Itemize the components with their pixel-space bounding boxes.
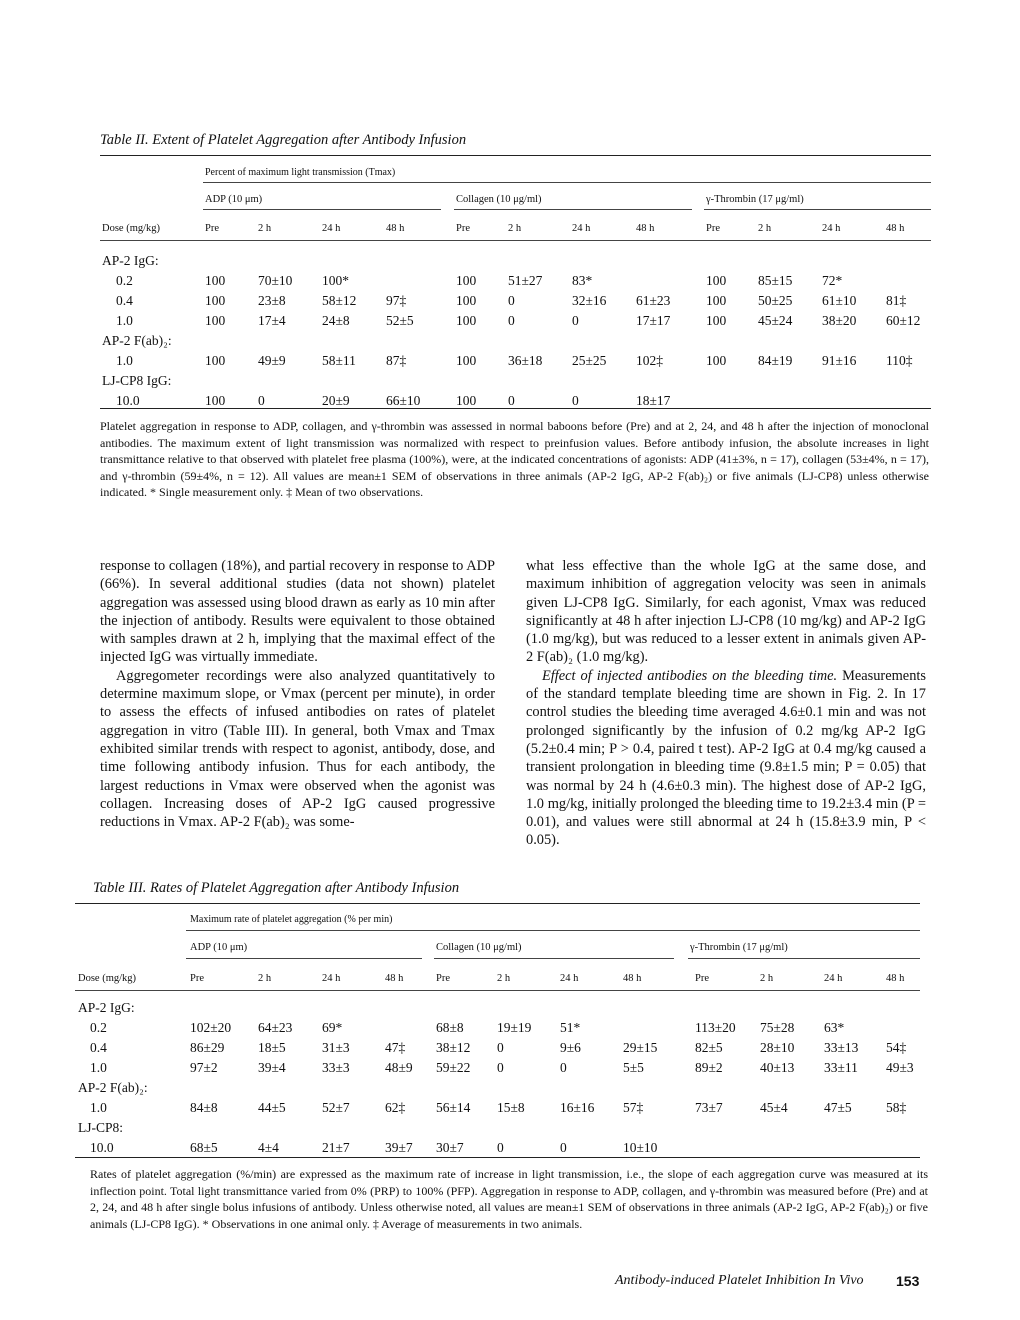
running-title: Antibody-induced Platelet Inhibition In Vivo — [615, 1273, 864, 1288]
table2-time-header: Pre — [706, 223, 720, 234]
table2-time-header: 24 h — [572, 223, 591, 234]
table2-cell: 100 — [205, 353, 226, 368]
table2-time-header: 24 h — [822, 223, 841, 234]
table2-cell: 100 — [706, 273, 727, 288]
table2-cell: 51±27 — [508, 273, 543, 288]
table2-agonist-collagen: Collagen (10 μg/ml) — [456, 194, 542, 205]
table3-cell: 10±10 — [623, 1140, 658, 1155]
table3-cell: 86±29 — [190, 1040, 225, 1055]
table3-header-rule — [75, 990, 920, 991]
table2-cell: 72* — [822, 273, 843, 288]
table2-adp-rule — [203, 209, 441, 210]
table2-cell: 0 — [258, 393, 265, 408]
table2-cell: 100 — [205, 273, 226, 288]
table3-cell: 49±3 — [886, 1060, 914, 1075]
table3-time-header: 24 h — [824, 973, 843, 984]
table2-cell: 84±19 — [758, 353, 793, 368]
table2-agonist-thrombin: γ-Thrombin (17 μg/ml) — [706, 194, 804, 205]
table3-group-label: LJ-CP8: — [78, 1120, 124, 1135]
table3-cell: 4±4 — [258, 1140, 279, 1155]
table3-cell: 113±20 — [695, 1020, 736, 1035]
table3-cell: 84±8 — [190, 1100, 218, 1115]
table3-cell: 44±5 — [258, 1100, 286, 1115]
table2-cell: 24±8 — [322, 313, 350, 328]
table2-time-header: Pre — [205, 223, 219, 234]
table3-cell: 68±8 — [436, 1020, 464, 1035]
table2-dose-label: 1.0 — [116, 353, 133, 368]
table2-cell: 45±24 — [758, 313, 793, 328]
table3-dose-label: Dose (mg/kg) — [78, 973, 137, 984]
table3-cell: 63* — [824, 1020, 845, 1035]
table2-cell: 36±18 — [508, 353, 543, 368]
table3-dose-label: 1.0 — [90, 1060, 107, 1075]
table3-dose-label: 10.0 — [90, 1140, 114, 1155]
table2-cell: 23±8 — [258, 293, 286, 308]
body-right-p2-text: Measurements of the standard template bleeding time are shown in Fig. 2. In 17 control studies the bleeding time averaged 4.6±0.1 min and was not prolonged significantly by the infusion of 0.2 mg/kg AP-2 IgG (5.2±0.4 min; P > 0.4, paired t test). AP-2 IgG at 0.4 mg/kg caused a transient prolongation in bleeding time (9.8±1.5 min; P = 0.05) that was normal by 24 h (4.6±0.3 min). The highest dose of AP-2 IgG, 1.0 mg/kg, initially prolonged the bleeding time to 19.2±3.4 min (P = 0.01), and values were still abnormal at 24 h (15.8±3.9 min, P < 0.05). — [526, 667, 926, 849]
table3-time-header: 24 h — [322, 973, 341, 984]
table2-cell: 17±17 — [636, 313, 671, 328]
table2-dose-label: 1.0 — [116, 313, 133, 328]
table3-cell: 89±2 — [695, 1060, 723, 1075]
table2-cell: 20±9 — [322, 393, 350, 408]
table2-cell: 81‡ — [886, 293, 907, 308]
table3-cell: 33±13 — [824, 1040, 859, 1055]
table2-time-header: 48 h — [886, 223, 905, 234]
table2-group-label: AP-2 IgG: — [102, 253, 159, 268]
table2-cell: 100 — [456, 293, 477, 308]
table3-cell: 102±20 — [190, 1020, 232, 1035]
table3-footnote: Rates of platelet aggregation (%/min) are expressed as the maximum rate of increase in light transmission, i.e., the slope of each aggregation curve was measured at its inflection point. Total light transmittance varied from 0% (PRP) to 100% (PFP). Aggregation in response to ADP, collagen, and γ-thrombin was measured before (Pre) and at 2, 24, and 48 h after single bolus infusions of antibody. Unless otherwise noted, all values are mean±1 SEM of observations in three animals (AP-2 IgG, AP-2 F(ab)₂) or five animals (LJ-CP8 IgG). * Observations in one animal only. ‡ Average of measurements in two animals. — [90, 1167, 928, 1231]
table3-group-label: AP-2 F(ab)₂: — [78, 1080, 148, 1095]
table2-cell: 102‡ — [636, 353, 663, 368]
table3-cell: 0 — [560, 1060, 567, 1075]
table2-cell: 70±10 — [258, 273, 293, 288]
table3-dose-label: 0.4 — [90, 1040, 107, 1055]
table2-cell: 100 — [456, 353, 477, 368]
table2-cell: 91±16 — [822, 353, 857, 368]
table3-cell: 82±5 — [695, 1040, 723, 1055]
table2-thrombin-rule — [704, 209, 931, 210]
table3-time-header: Pre — [190, 973, 204, 984]
table3-cell: 40±13 — [760, 1060, 795, 1075]
table2-footnote: Platelet aggregation in response to ADP, collagen, and γ-thrombin was assessed in normal baboons before (Pre) and at 2, 24, and 48 h after the injection of monoclonal antibodies. The maximum extent of light transmission was normalized with respect to preinfusion values. Before antibody infusion, the absolute increases in light transmittance relative to that observed with platelet free plasma (100%), were, at the indicated concentrations of agonists: ADP (41±3%, n = 17), collagen (53±4%, n = 17), and γ-thrombin (59±4%, n = 12). All values are mean±1 SEM of observations in three animals (AP-2 IgG, AP-2 F(ab)₂) or five animals (LJ-CP8) unless otherwise indicated. * Single measurement only. ‡ Mean of two observations. — [100, 419, 929, 500]
table2-cell: 97‡ — [386, 293, 407, 308]
table2-collagen-rule — [454, 209, 692, 210]
body-right-p2-title: Effect of injected antibodies on the bleeding time. — [542, 667, 838, 684]
table2-cell: 32±16 — [572, 293, 607, 308]
table3-cell: 54‡ — [886, 1040, 907, 1055]
table3-time-header: 48 h — [385, 973, 404, 984]
table3-cell: 33±3 — [322, 1060, 350, 1075]
table3-group-header: Maximum rate of platelet aggregation (% per min) — [190, 914, 393, 925]
page-number: 153 — [896, 1273, 920, 1289]
table3-cell: 0 — [497, 1140, 504, 1155]
table2-time-header: 48 h — [386, 223, 405, 234]
table3-cell: 30±7 — [436, 1140, 464, 1155]
table3-time-header: 24 h — [560, 973, 579, 984]
table2-top-rule — [100, 155, 931, 156]
table3-cell: 33±11 — [824, 1060, 858, 1075]
table3-group-rule — [186, 930, 920, 931]
table2-cell: 0 — [508, 313, 515, 328]
table2-agonist-adp: ADP (10 μm) — [205, 194, 263, 205]
table2-cell: 0 — [508, 393, 515, 408]
table2-cell: 100 — [706, 313, 727, 328]
table3-cell: 0 — [560, 1140, 567, 1155]
table3-cell: 56±14 — [436, 1100, 471, 1115]
body-right-p2 — [526, 667, 926, 850]
table3-cell: 39±7 — [385, 1140, 413, 1155]
table2-cell: 100 — [456, 313, 477, 328]
table3-thrombin-rule — [688, 958, 920, 959]
body-left-column — [100, 557, 495, 831]
table3-cell: 58‡ — [886, 1100, 907, 1115]
table3-cell: 16±16 — [560, 1100, 595, 1115]
table2-cell: 52±5 — [386, 313, 414, 328]
table3-time-header: Pre — [695, 973, 709, 984]
table3-time-header: 2 h — [497, 973, 511, 984]
table2-caption: Table II. Extent of Platelet Aggregation after Antibody Infusion — [100, 132, 467, 148]
table2-cell: 0 — [572, 313, 579, 328]
table3-bottom-rule — [75, 1157, 920, 1158]
table3-collagen-rule — [434, 958, 674, 959]
table3-cell: 52±7 — [322, 1100, 350, 1115]
table2-dose-label: Dose (mg/kg) — [102, 223, 161, 234]
table3-cell: 18±5 — [258, 1040, 286, 1055]
table2-cell: 0 — [508, 293, 515, 308]
table2-header-rule — [100, 240, 931, 241]
table2-cell: 18±17 — [636, 393, 671, 408]
table2-cell: 66±10 — [386, 393, 421, 408]
table2-cell: 100 — [205, 393, 226, 408]
table3-cell: 97±2 — [190, 1060, 218, 1075]
table3-cell: 45±4 — [760, 1100, 788, 1115]
table2-cell: 49±9 — [258, 353, 286, 368]
table3-dose-label: 0.2 — [90, 1020, 107, 1035]
table3-time-header: 48 h — [886, 973, 905, 984]
table2-cell: 100 — [205, 313, 226, 328]
table2-cell: 50±25 — [758, 293, 793, 308]
table2-group-label: LJ-CP8 IgG: — [102, 373, 172, 388]
table2-group-rule — [203, 182, 931, 183]
table2-cell: 100* — [322, 273, 349, 288]
table3-top-rule — [75, 903, 920, 904]
table3-time-header: 2 h — [258, 973, 272, 984]
table2-cell: 85±15 — [758, 273, 793, 288]
table2-cell: 17±4 — [258, 313, 286, 328]
table2-time-header: Pre — [456, 223, 470, 234]
table3-agonist-adp: ADP (10 μm) — [190, 942, 248, 953]
table3-time-header: 2 h — [760, 973, 774, 984]
table2-cell: 25±25 — [572, 353, 607, 368]
table2-dose-label: 0.2 — [116, 273, 133, 288]
table2-group-header: Percent of maximum light transmission (Tmax) — [205, 167, 396, 178]
table2-cell: 100 — [205, 293, 226, 308]
table2-time-header: 2 h — [758, 223, 772, 234]
table3-caption: Table III. Rates of Platelet Aggregation after Antibody Infusion — [93, 880, 460, 896]
table3-group-label: AP-2 IgG: — [78, 1000, 135, 1015]
table3-cell: 5±5 — [623, 1060, 644, 1075]
table3-cell: 21±7 — [322, 1140, 350, 1155]
table2-time-header: 2 h — [258, 223, 272, 234]
body-left-p1: response to collagen (18%), and partial recovery in response to ADP (66%). In several additional studies (data not shown) platelet aggregation was assessed using blood drawn as early as 10 min after the injection of antibody. Results were equivalent to those obtained with samples drawn at 2 h, implying that the maximal effect of the injected IgG was virtually immediate. — [100, 558, 495, 666]
body-left-p2: Aggregometer recordings were also analyzed quantitatively to determine maximum slope, or Vmax (percent per minute), in order to assess the effects of infused antibodies on rates of platelet aggregation in vitro (Table III). In general, both Vmax and Tmax exhibited similar trends with respect to agonist, antibody, dose, and time following antibody infusion. Thus for each antibody, the largest reductions in Vmax were observed when the agonist was collagen. Increasing doses of AP-2 IgG caused progressive reductions in Vmax. AP-2 F(ab)₂ was some- — [100, 667, 495, 831]
table3-cell: 15±8 — [497, 1100, 525, 1115]
table2-cell: 61±23 — [636, 293, 671, 308]
table2-bottom-rule — [100, 408, 931, 409]
table3-cell: 62‡ — [385, 1100, 406, 1115]
table2-cell: 61±10 — [822, 293, 857, 308]
table3-cell: 29±15 — [623, 1040, 658, 1055]
table2-cell: 0 — [572, 393, 579, 408]
table2-time-header: 2 h — [508, 223, 522, 234]
table3-cell: 31±3 — [322, 1040, 350, 1055]
table3-cell: 75±28 — [760, 1020, 795, 1035]
table2-cell: 58±11 — [322, 353, 356, 368]
table2-cell: 38±20 — [822, 313, 857, 328]
table2-group-label: AP-2 F(ab)₂: — [102, 333, 172, 348]
table3-cell: 68±5 — [190, 1140, 218, 1155]
table3-adp-rule — [186, 958, 422, 959]
table3-cell: 0 — [497, 1040, 504, 1055]
table2-time-header: 48 h — [636, 223, 655, 234]
table2-cell: 60±12 — [886, 313, 921, 328]
body-right-column — [526, 557, 926, 850]
table2-cell: 87‡ — [386, 353, 407, 368]
body-right-p1: what less effective than the whole IgG at the same dose, and maximum inhibition of aggregation velocity was seen in animals given LJ-CP8 IgG. Similarly, for each agonist, Vmax was reduced significantly at 48 h after injection LJ-CP8 (10 mg/kg) and AP-2 IgG (1.0 mg/kg), but was reduced to a lesser extent in animals given AP-2 F(ab)₂ (1.0 mg/kg). — [526, 558, 926, 666]
table3-dose-label: 1.0 — [90, 1100, 107, 1115]
table2-cell: 110‡ — [886, 353, 913, 368]
table3-cell: 38±12 — [436, 1040, 471, 1055]
table3-cell: 39±4 — [258, 1060, 286, 1075]
table3-cell: 0 — [497, 1060, 504, 1075]
table3-agonist-thrombin: γ-Thrombin (17 μg/ml) — [690, 942, 788, 953]
table3-cell: 59±22 — [436, 1060, 471, 1075]
table3-cell: 73±7 — [695, 1100, 723, 1115]
table2-cell: 83* — [572, 273, 593, 288]
table3-time-header: Pre — [436, 973, 450, 984]
table3-time-header: 48 h — [623, 973, 642, 984]
table3-cell: 47‡ — [385, 1040, 406, 1055]
table3-cell: 69* — [322, 1020, 343, 1035]
table3-agonist-collagen: Collagen (10 μg/ml) — [436, 942, 522, 953]
table2-cell: 58±12 — [322, 293, 357, 308]
table3-cell: 47±5 — [824, 1100, 852, 1115]
table3-cell: 48±9 — [385, 1060, 413, 1075]
table2-cell: 100 — [706, 353, 727, 368]
table2-time-header: 24 h — [322, 223, 341, 234]
table3-cell: 51* — [560, 1020, 581, 1035]
table2-cell: 100 — [706, 293, 727, 308]
table3-cell: 28±10 — [760, 1040, 795, 1055]
table3-cell: 64±23 — [258, 1020, 293, 1035]
table3-cell: 19±19 — [497, 1020, 532, 1035]
table2-dose-label: 10.0 — [116, 393, 140, 408]
table2-dose-label: 0.4 — [116, 293, 133, 308]
table3-cell: 9±6 — [560, 1040, 581, 1055]
table2-cell: 100 — [456, 393, 477, 408]
table3-cell: 57‡ — [623, 1100, 644, 1115]
table2-cell: 100 — [456, 273, 477, 288]
